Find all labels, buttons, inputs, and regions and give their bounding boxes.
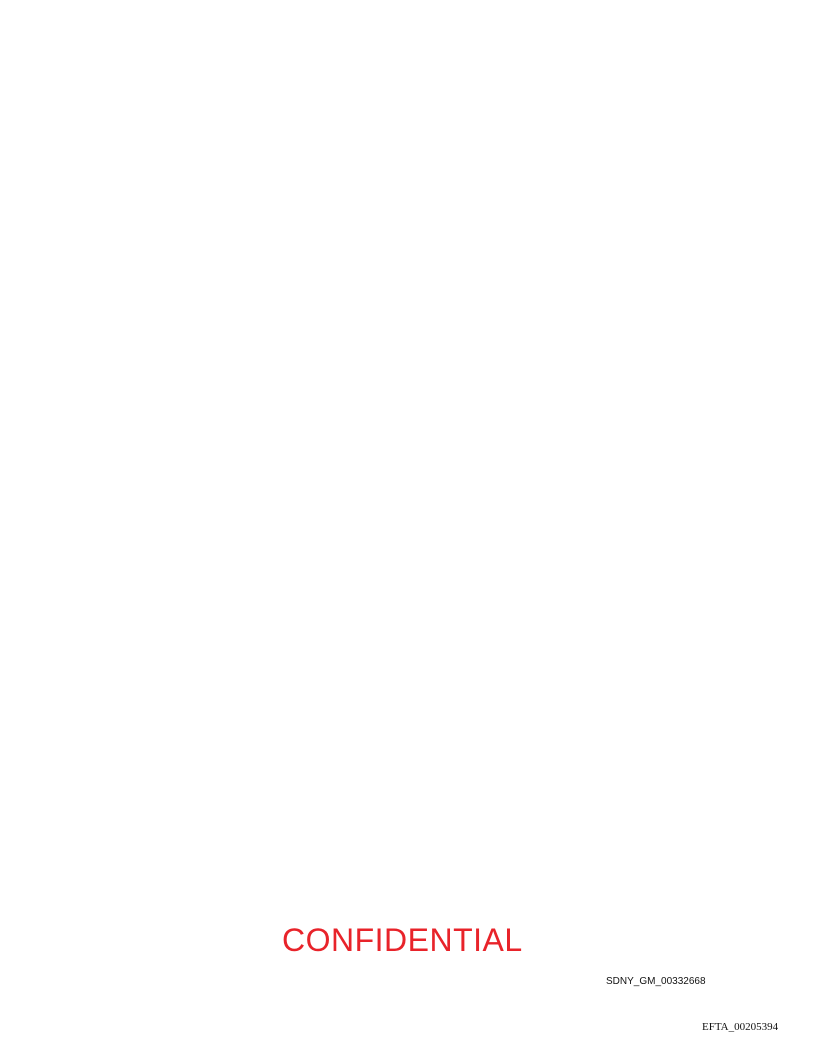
confidential-stamp: CONFIDENTIAL <box>282 922 523 958</box>
efta-number: EFTA_00205394 <box>702 1021 779 1033</box>
bates-number: SDNY_GM_00332668 <box>606 976 706 987</box>
